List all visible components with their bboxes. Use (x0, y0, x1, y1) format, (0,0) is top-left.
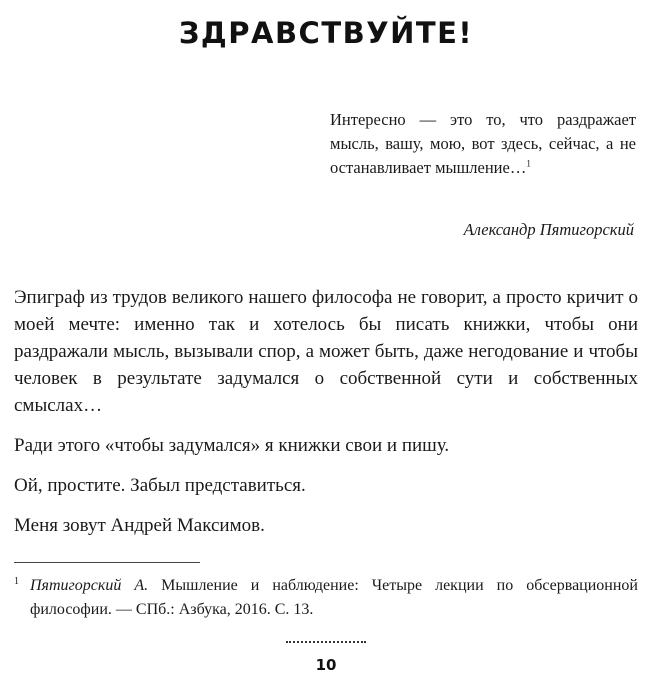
epigraph-footnote-ref: 1 (526, 158, 531, 169)
paragraph: Ради этого «чтобы задумался» я книжки свои и пишу. (14, 435, 450, 456)
page-number: 10 (315, 656, 337, 674)
epigraph-quote-text: Интересно — это то, что раздражает мысль, вашу, мою, вот здесь, сейчас, а не останавливает мышление… (330, 110, 636, 177)
footnote (14, 574, 638, 622)
page-number-divider (286, 641, 366, 643)
paragraph: Ой, простите. Забыл представиться. (14, 475, 306, 496)
main-text (14, 284, 638, 552)
epigraph (330, 108, 636, 180)
paragraph: Эпиграф из трудов великого нашего философа не говорит, а просто кричит о моей мечте: именно так и хотелось бы писать книжки, чтобы они раздражали мысль, вызывали спор, а может быть, даже негодование и чтобы человек в результате задумался о собственной сути и собственных смыслах… (14, 287, 638, 416)
footnote-body (30, 574, 638, 622)
footnote-text: Мышление и наблюдение: Четыре лекции по обсервационной философии. — СПб.: Азбука, 2016. С. 13. (30, 577, 638, 618)
paragraph: Меня зовут Андрей Максимов. (14, 515, 265, 536)
footnote-author: Пятигорский А. (30, 577, 149, 594)
epigraph-author: Александр Пятигорский (463, 220, 634, 239)
footnote-separator (14, 562, 200, 563)
epigraph-quote (330, 108, 636, 180)
page-heading: ЗДРАВСТВУЙТЕ! (178, 16, 474, 50)
footnote-mark: 1 (14, 576, 19, 587)
